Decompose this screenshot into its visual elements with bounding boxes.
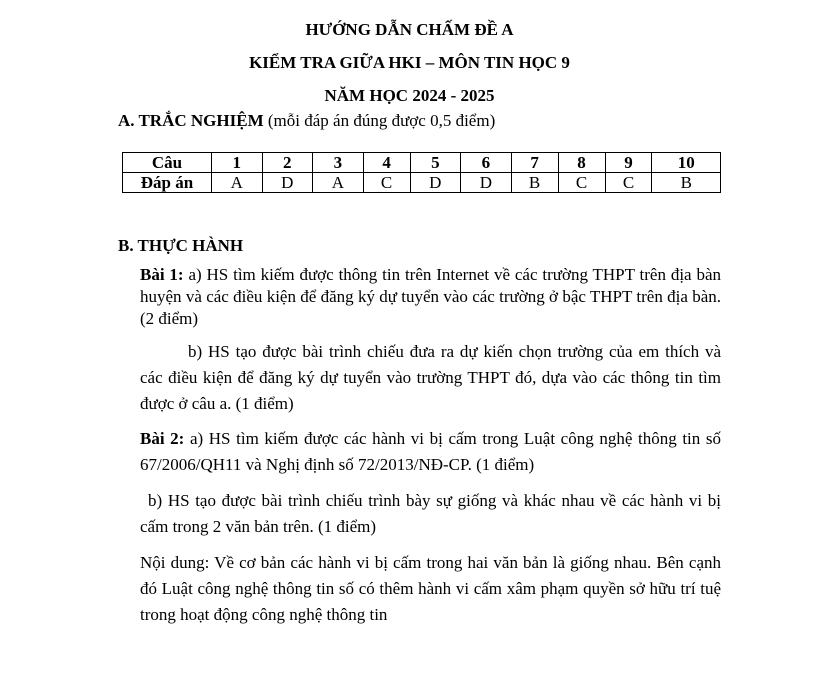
answer-cell: A [212,173,263,193]
bai-1-a-text: a) HS tìm kiếm được thông tin trên Internet về các trường THPT trên địa bàn huyện và các điều kiện để đăng ký dự tuyển vào các trường ở bậc THPT trên địa bàn. (2 điểm) [140,265,721,328]
answer-cell: B [511,173,558,193]
title-line-1: HƯỚNG DẪN CHẤM ĐỀ A [305,20,514,39]
question-number: 6 [461,153,512,173]
bai-2-a-text: a) HS tìm kiếm được các hành vi bị cấm trong Luật công nghệ thông tin số 67/2006/QH11 và Nghị định số 72/2013/NĐ-CP. (1 điểm) [140,429,721,474]
answer-cell: C [558,173,605,193]
question-number: 7 [511,153,558,173]
answer-table-answer-row [123,173,721,193]
noi-dung-paragraph: Nội dung: Về cơ bản các hành vi bị cấm trong hai văn bản là giống nhau. Bên cạnh đó Luật công nghệ thông tin số có thêm hành vi cấm xâm phạm quyền sở hữu trí tuệ trong hoạt động công nghệ thông tin [140,553,721,624]
bai-2-part-b: b) HS tạo được bài trình chiếu trình bày sự giống và khác nhau về các hành vi bị cấm trong 2 văn bản trên. (1 điểm) [140,491,721,536]
answer-table [122,152,721,193]
bai-1-label: Bài 1: [140,265,184,284]
bai-1-part-b: b) HS tạo được bài trình chiếu đưa ra dự kiến chọn trường của em thích và các điều kiện để đăng ký dự tuyển vào trường THPT đó, dựa vào các thông tin tìm được ở câu a. (1 điểm) [140,342,721,413]
bai-1-part-a [140,264,721,330]
title-line-3: NĂM HỌC 2024 - 2025 [324,86,495,105]
question-number: 5 [410,153,461,173]
bai-2-part-a [140,426,721,478]
section-a-note: (mỗi đáp án đúng được 0,5 điểm) [263,111,496,130]
question-number: 4 [363,153,410,173]
question-number: 2 [262,153,313,173]
answer-cell: B [652,173,721,193]
title-line-2: KIỂM TRA GIỮA HKI – MÔN TIN HỌC 9 [249,53,570,72]
answer-cell: C [605,173,652,193]
row-label-cau: Câu [123,153,212,173]
answer-cell: D [262,173,313,193]
answer-cell: D [461,173,512,193]
section-a-heading-line [118,111,495,131]
row-label-dap-an: Đáp án [123,173,212,193]
question-number: 9 [605,153,652,173]
answer-table-question-row [123,153,721,173]
question-number: 10 [652,153,721,173]
question-number: 8 [558,153,605,173]
section-b-heading: B. THỰC HÀNH [118,236,244,255]
bai-2-label: Bài 2: [140,429,185,448]
answer-cell: A [313,173,364,193]
answer-cell: C [363,173,410,193]
question-number: 1 [212,153,263,173]
question-number: 3 [313,153,364,173]
answer-cell: D [410,173,461,193]
section-a-heading: A. TRẮC NGHIỆM [118,111,264,130]
